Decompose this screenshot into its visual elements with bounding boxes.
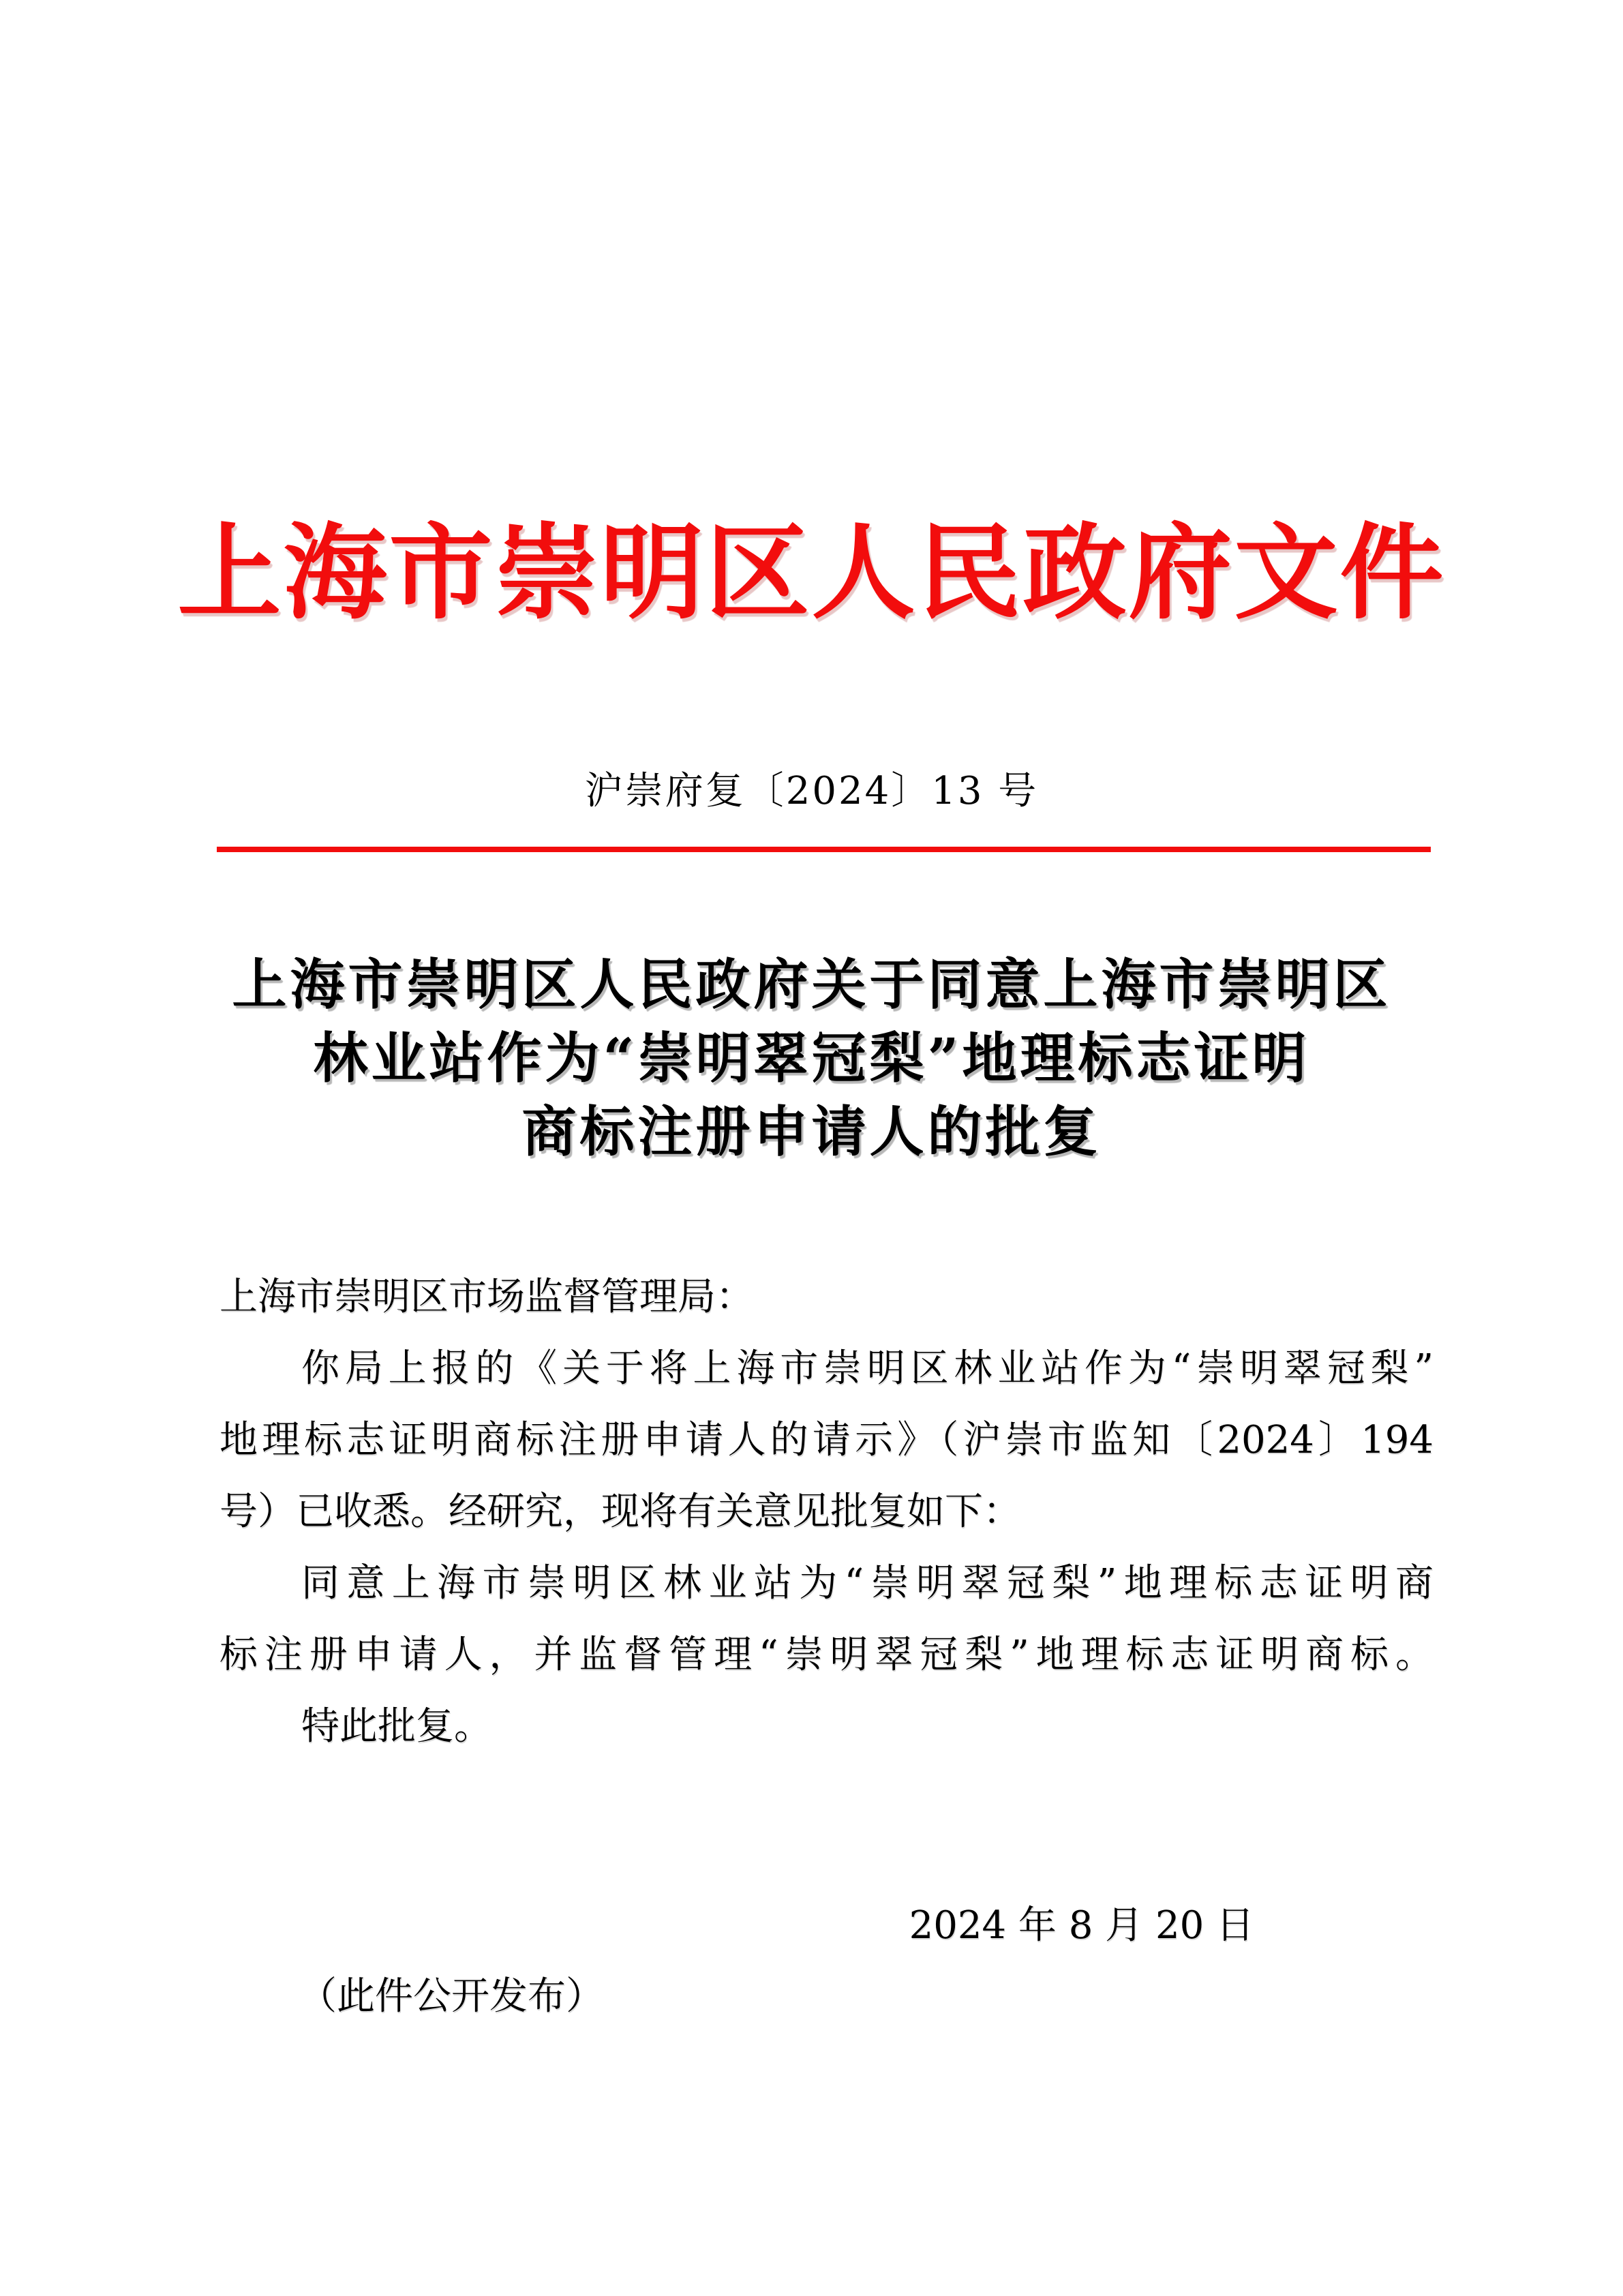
doc-reference-number: 沪崇府复〔2024〕13 号 xyxy=(584,769,1039,813)
body-line-1: 你局上报的《关于将上海市崇明区林业站作为“崇明翠冠梨” xyxy=(301,1346,1434,1391)
issue-date: 2024 年 8 月 20 日 xyxy=(909,1903,1254,1948)
body-line-4: 同意上海市崇明区林业站为“崇明翠冠梨”地理标志证明商 xyxy=(301,1561,1434,1605)
body-line-5: 标注册申请人，并监督管理“崇明翠冠梨”地理标志证明商标。 xyxy=(219,1633,1434,1677)
body-line-2: 地理标志证明商标注册申请人的请示》（沪崇市监知〔2024〕194 xyxy=(219,1418,1434,1462)
doc-body xyxy=(219,1261,1434,1762)
issuer-banner-title: 上海市崇明区人民政府文件 xyxy=(177,511,1446,633)
doc-title-line-1: 上海市崇明区人民政府关于同意上海市崇明区 xyxy=(232,952,1391,1016)
doc-title-line-3: 商标注册申请人的批复 xyxy=(521,1100,1102,1164)
body-line-3: 号）已收悉。经研究，现将有关意见批复如下： xyxy=(219,1490,1021,1534)
publish-note: （此件公开发布） xyxy=(299,1974,604,2019)
doc-title-line-2: 林业站作为“崇明翠冠梨”地理标志证明 xyxy=(313,1026,1310,1090)
red-separator-rule xyxy=(217,847,1431,852)
closing-line: 特此批复。 xyxy=(301,1704,492,1749)
salutation-line: 上海市崇明区市场监督管理局： xyxy=(219,1275,754,1319)
doc-title xyxy=(95,948,1528,1168)
